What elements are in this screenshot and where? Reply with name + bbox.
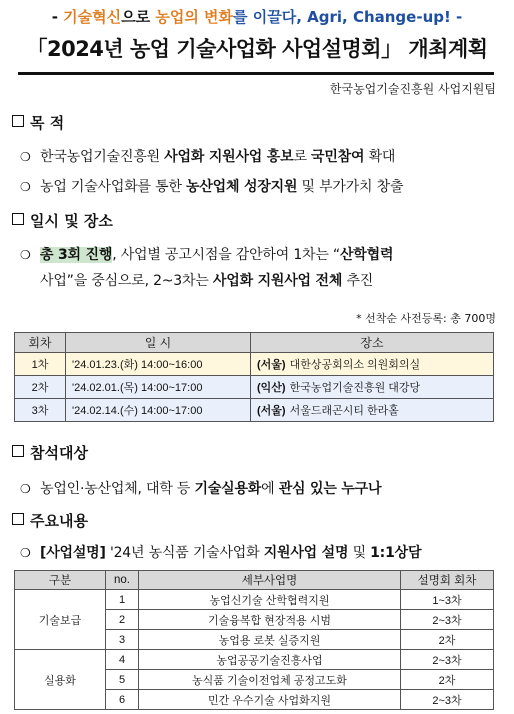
circle-bullet-icon: ❍ [20, 546, 31, 560]
region-label: (익산) [257, 382, 286, 394]
attendees-b1-text-b: 기술실용화 [194, 481, 262, 497]
no-cell: 4 [106, 650, 139, 670]
datetime-cell: '24.02.14.(수) 14:00~17:00 [66, 399, 251, 422]
col-header-category: 구분 [15, 571, 106, 590]
no-cell: 5 [106, 670, 139, 690]
registration-note: * 선착순 사전등록: 총 700명 [356, 312, 496, 325]
attendees-bullet-1 [20, 478, 381, 498]
rounds-cell: 2~3차 [401, 690, 494, 710]
region-label: (서울) [257, 405, 286, 417]
schedule-table-header [15, 333, 494, 353]
table-row [15, 353, 494, 376]
tagline-text-2: 를 이끌다, Agri, Change-up! - [233, 8, 463, 26]
col-header-no: no. [106, 571, 139, 590]
col-header-venue: 장소 [251, 333, 494, 353]
content-b1-text-e: 1:1상담 [370, 545, 422, 561]
attendees-b1-text-a: 농업인·농산업체, 대학 등 [40, 481, 195, 497]
schedule-b1-text-e: 추진 [342, 273, 374, 289]
category-cell: 실용화 [15, 650, 106, 710]
table-row [15, 399, 494, 422]
table-row [15, 376, 494, 399]
purpose-b2-text-c: 및 부가가치 창출 [297, 179, 404, 195]
section-heading-schedule-label: 일시 및 장소 [30, 212, 113, 230]
circle-bullet-icon: ❍ [20, 150, 31, 164]
section-heading-purpose-label: 목 적 [30, 114, 65, 132]
schedule-bullet-line-2 [40, 270, 373, 290]
tagline-text-1: 으로 [121, 8, 156, 26]
content-b1-text-b: '24년 농식품 기술사업화 [105, 545, 264, 561]
attendees-b1-text-d: 관심 있는 누구나 [278, 481, 382, 497]
purpose-b1-text-c: 로 [293, 149, 312, 165]
program-cell: 민간 우수기술 사업화지원 [139, 690, 401, 710]
section-heading-schedule [12, 210, 113, 231]
tagline-keyword-innovation: 기술혁신 [63, 8, 122, 26]
checkbox-square-icon [12, 115, 24, 127]
rounds-cell: 2차 [401, 630, 494, 650]
category-cell: 기술보급 [15, 590, 106, 650]
purpose-b2-text-b: 농산업체 성장지원 [186, 179, 298, 195]
program-cell: 농업공공기술진흥사업 [139, 650, 401, 670]
schedule-table [14, 332, 494, 422]
content-bullet-1 [20, 542, 421, 562]
schedule-b1-text-a: , 사업별 공고시점을 감안하여 1차는 “ [112, 247, 340, 263]
no-cell: 2 [106, 610, 139, 630]
program-table [14, 570, 494, 710]
no-cell: 1 [106, 590, 139, 610]
schedule-bullet-line-1 [20, 244, 393, 264]
attendees-b1-text-c: 에 [261, 481, 279, 497]
col-header-program: 세부사업명 [139, 571, 401, 590]
venue-cell [251, 376, 494, 399]
program-cell: 농식품 기술이전업체 공정고도화 [139, 670, 401, 690]
circle-bullet-icon: ❍ [20, 248, 31, 262]
section-heading-attendees [12, 442, 88, 463]
region-label: (서울) [257, 359, 286, 371]
purpose-b1-text-a: 한국농업기술진흥원 [40, 149, 165, 165]
schedule-b1-text-d: 사업화 지원사업 전체 [212, 273, 343, 289]
purpose-b1-text-b: 사업화 지원사업 홍보 [164, 149, 294, 165]
program-cell: 기술융복합 현장적용 시범 [139, 610, 401, 630]
checkbox-square-icon [12, 513, 24, 525]
venue-cell [251, 399, 494, 422]
col-header-round: 회차 [15, 333, 66, 353]
checkbox-square-icon [12, 445, 24, 457]
purpose-b1-text-d: 국민참여 [311, 149, 365, 165]
schedule-b1-text-b: 산학협력 [339, 247, 394, 263]
venue-name: 한국농업기술진흥원 대강당 [289, 382, 421, 394]
rounds-cell: 2~3차 [401, 650, 494, 670]
purpose-bullet-2 [20, 176, 403, 196]
section-heading-purpose [12, 112, 64, 133]
program-cell: 농업용 로봇 실증지원 [139, 630, 401, 650]
tagline-dash: - [51, 8, 64, 26]
no-cell: 3 [106, 630, 139, 650]
venue-name: 서울드래곤시티 한라홀 [289, 405, 399, 417]
round-cell: 1차 [15, 353, 66, 376]
program-table-header [15, 571, 494, 590]
purpose-b1-text-e: 확대 [364, 149, 396, 165]
purpose-b2-text-a: 농업 기술사업화를 통한 [40, 179, 186, 195]
table-row [15, 650, 494, 670]
col-header-datetime: 일 시 [66, 333, 251, 353]
venue-cell [251, 353, 494, 376]
program-cell: 농업신기술 산학협력지원 [139, 590, 401, 610]
organization-name: 한국농업기술진흥원 사업지원팀 [329, 82, 496, 96]
tagline [0, 6, 514, 27]
datetime-cell: '24.01.23.(화) 14:00~16:00 [66, 353, 251, 376]
round-cell: 2차 [15, 376, 66, 399]
round-cell: 3차 [15, 399, 66, 422]
title-divider [18, 72, 494, 75]
no-cell: 6 [106, 690, 139, 710]
rounds-cell: 1~3차 [401, 590, 494, 610]
schedule-b1-text-c: 사업”을 중심으로, 2~3차는 [40, 273, 213, 289]
tagline-keyword-change: 농업의 변화 [155, 8, 234, 26]
page-title: 「2024년 농업 기술사업화 사업설명회」 개최계획 [26, 37, 488, 61]
circle-bullet-icon: ❍ [20, 482, 31, 496]
table-row [15, 590, 494, 610]
content-b1-text-d: 및 [348, 545, 371, 561]
rounds-cell: 2~3차 [401, 610, 494, 630]
purpose-bullet-1 [20, 146, 395, 166]
content-b1-text-a: [사업설명] [40, 545, 106, 561]
circle-bullet-icon: ❍ [20, 180, 31, 194]
content-b1-text-c: 지원사업 설명 [263, 545, 349, 561]
section-heading-content-label: 주요내용 [30, 512, 88, 530]
venue-name: 대한상공회의소 의원회의실 [289, 359, 421, 371]
checkbox-square-icon [12, 213, 24, 225]
schedule-highlight: 총 3회 진행 [40, 247, 113, 263]
col-header-rounds: 설명회 회차 [401, 571, 494, 590]
rounds-cell: 2차 [401, 670, 494, 690]
section-heading-attendees-label: 참석대상 [30, 444, 88, 462]
datetime-cell: '24.02.01.(목) 14:00~17:00 [66, 376, 251, 399]
section-heading-content [12, 510, 88, 531]
